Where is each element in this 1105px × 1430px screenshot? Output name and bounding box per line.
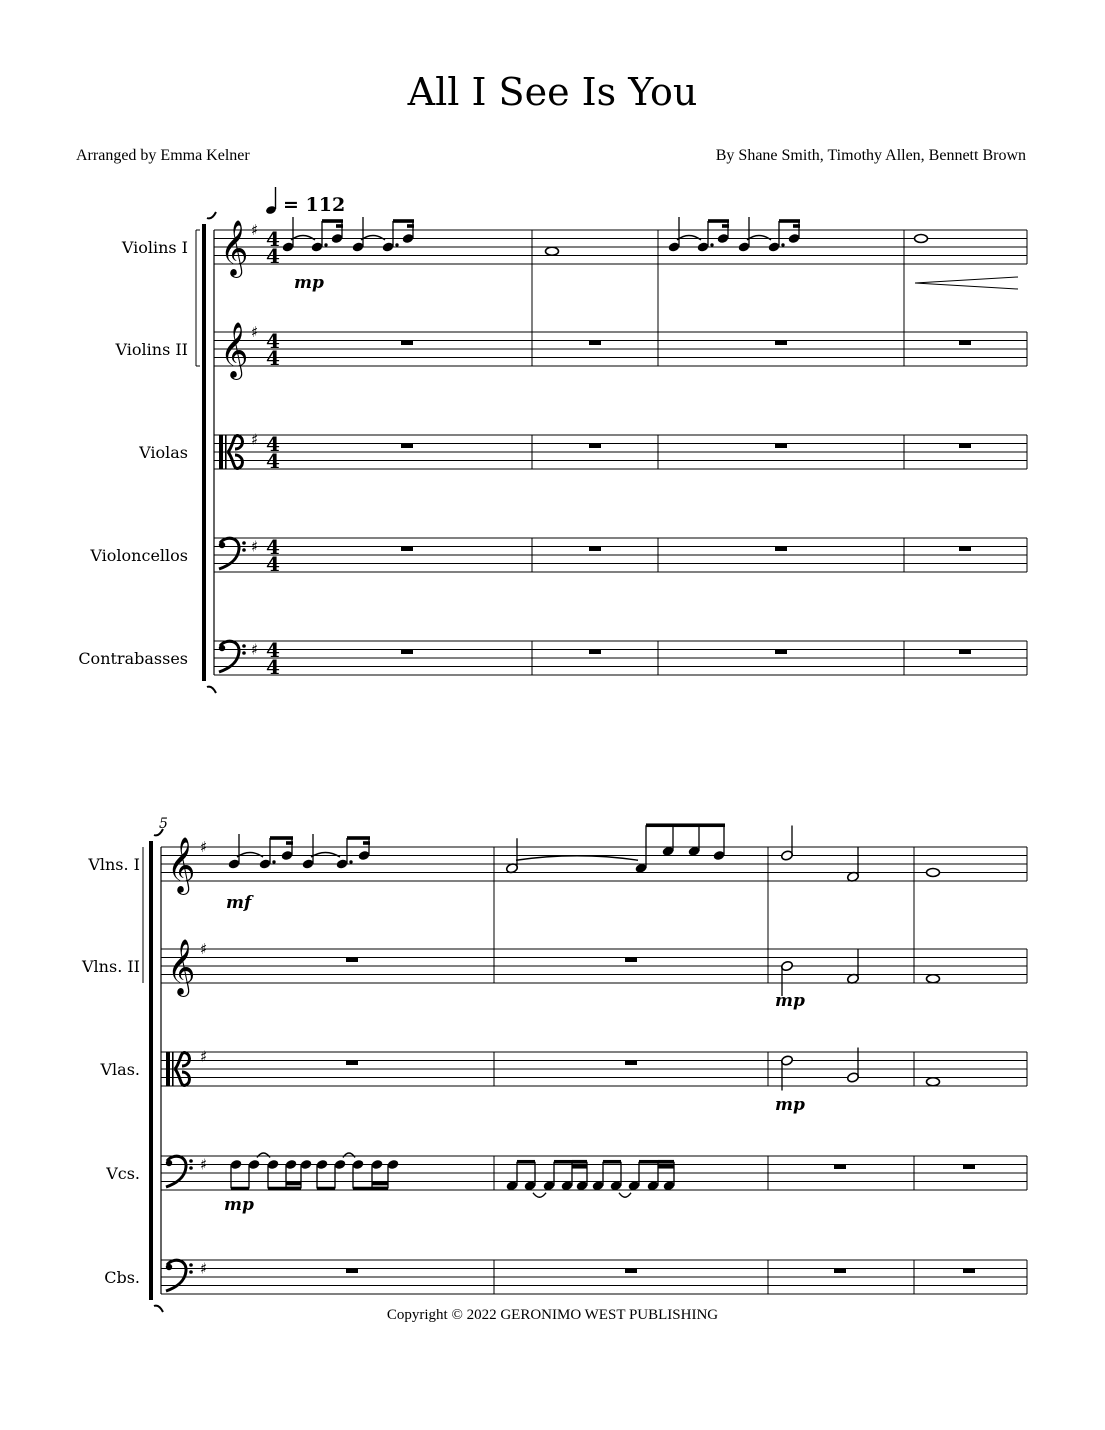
note — [382, 221, 399, 253]
score-title: All I See Is You — [407, 70, 698, 114]
note — [668, 217, 681, 253]
key-sharp-icon: ♯ — [200, 1155, 208, 1174]
note — [768, 221, 785, 253]
beam — [646, 823, 725, 827]
tie — [311, 853, 340, 858]
beam — [363, 841, 370, 845]
whole-rest-icon — [346, 958, 358, 963]
tie — [533, 1193, 546, 1198]
beam — [517, 1160, 535, 1164]
copyright-notice: Copyright © 2022 GERONIMO WEST PUBLISHING — [386, 1307, 719, 1323]
whole-rest-icon — [775, 547, 787, 552]
key-sharp-icon: ♯ — [200, 940, 208, 958]
tie — [361, 236, 385, 241]
note — [738, 217, 751, 253]
treble-clef-icon: 𝄞 — [220, 322, 249, 378]
note — [302, 834, 315, 870]
note — [543, 1162, 556, 1192]
treble-clef-icon: 𝄞 — [167, 837, 196, 893]
treble-clef-icon: 𝄞 — [167, 939, 196, 995]
tie — [343, 1153, 355, 1158]
whole-rest-icon — [346, 1269, 358, 1274]
tempo-text: = 112 — [283, 194, 346, 216]
time-signature-denominator: 4 — [266, 346, 280, 370]
beam — [779, 219, 800, 223]
instrument-name: Violas — [139, 443, 188, 462]
key-sharp-icon: ♯ — [200, 838, 208, 856]
whole-rest-icon — [589, 341, 601, 346]
whole-rest-icon — [589, 547, 601, 552]
note — [316, 1159, 329, 1189]
bass-clef-icon — [166, 1156, 193, 1187]
time-signature-numerator: 4 — [266, 227, 280, 251]
note — [561, 1162, 574, 1192]
note — [300, 1159, 313, 1189]
key-sharp-icon: ♯ — [200, 1047, 208, 1066]
whole-rest-icon — [589, 650, 601, 655]
time-signature-numerator: 4 — [266, 535, 280, 559]
note — [713, 825, 726, 861]
whole-rest-icon — [775, 341, 787, 346]
beam — [793, 224, 800, 228]
note — [781, 826, 794, 862]
quarter-note-icon — [265, 187, 277, 215]
beam — [603, 1160, 621, 1164]
dynamic-marking: mp — [775, 1095, 805, 1115]
key-sharp-icon: ♯ — [251, 537, 259, 556]
beam — [722, 224, 729, 228]
note — [259, 838, 276, 870]
note — [610, 1162, 623, 1192]
beam — [322, 219, 343, 223]
whole-note — [927, 975, 940, 983]
dynamic-marking: mp — [224, 1195, 254, 1215]
whole-note — [546, 247, 559, 255]
treble-clef-icon: 𝄞 — [220, 220, 249, 276]
note — [628, 1162, 641, 1192]
whole-rest-icon — [959, 341, 971, 346]
note — [230, 1159, 243, 1189]
instrument-name: Violins II — [115, 340, 188, 359]
time-signature-denominator: 4 — [266, 244, 280, 268]
time-signature-denominator: 4 — [266, 449, 280, 473]
whole-rest-icon — [589, 444, 601, 449]
whole-rest-icon — [959, 650, 971, 655]
arranger-credit: Arranged by Emma Kelner — [76, 147, 250, 164]
bracket-bottom — [207, 687, 216, 693]
instrument-name: Vcs. — [106, 1164, 140, 1183]
tie — [747, 236, 771, 241]
beam — [708, 219, 729, 223]
beam — [372, 1187, 388, 1191]
bass-clef-icon — [219, 538, 246, 569]
instrument-name: Vlns. I — [88, 855, 140, 874]
whole-rest-icon — [401, 547, 413, 552]
note — [267, 1159, 280, 1189]
tie — [619, 1193, 631, 1198]
dynamic-marking: mf — [226, 893, 252, 913]
whole-rest-icon — [401, 444, 413, 449]
crescendo-hairpin — [915, 277, 1018, 289]
beam — [317, 1187, 335, 1191]
instrument-name: Violoncellos — [90, 546, 188, 565]
measure-number: 5 — [159, 816, 168, 832]
note — [387, 1159, 400, 1189]
note — [847, 847, 860, 883]
system-1 — [78, 212, 1027, 693]
key-sharp-icon: ♯ — [200, 1259, 208, 1278]
key-sharp-icon: ♯ — [251, 640, 259, 659]
beam — [658, 1160, 674, 1164]
whole-rest-icon — [625, 1061, 637, 1066]
instrument-name: Violins I — [121, 238, 188, 257]
time-signature-denominator: 4 — [266, 655, 280, 679]
tie — [516, 856, 638, 861]
beam — [372, 1182, 388, 1186]
key-sharp-icon: ♯ — [251, 221, 259, 239]
whole-rest-icon — [959, 444, 971, 449]
whole-rest-icon — [963, 1165, 975, 1170]
whole-rest-icon — [625, 1269, 637, 1274]
whole-rest-icon — [775, 444, 787, 449]
note — [336, 838, 353, 870]
tie — [291, 236, 315, 241]
note — [847, 949, 860, 985]
dynamic-marking: mp — [775, 991, 805, 1011]
bass-clef-icon — [166, 1260, 193, 1291]
whole-rest-icon — [963, 1269, 975, 1274]
key-sharp-icon: ♯ — [251, 323, 259, 341]
tie — [257, 1153, 270, 1158]
whole-rest-icon — [401, 650, 413, 655]
bracket-top — [207, 212, 216, 218]
whole-rest-icon — [834, 1269, 846, 1274]
note — [506, 838, 519, 874]
note — [352, 1159, 365, 1189]
beam — [270, 836, 293, 840]
note — [647, 1162, 660, 1192]
note — [635, 825, 648, 874]
note — [688, 825, 701, 857]
instrument-name: Contrabasses — [78, 649, 188, 668]
key-sharp-icon: ♯ — [251, 430, 259, 449]
note — [311, 221, 328, 253]
note — [506, 1162, 519, 1192]
note — [352, 217, 365, 253]
whole-note — [927, 869, 940, 877]
tempo-marking — [265, 187, 345, 216]
note — [592, 1162, 605, 1192]
beam — [286, 1182, 301, 1186]
note — [228, 834, 241, 870]
instrument-name: Vlns. II — [82, 957, 140, 976]
whole-rest-icon — [625, 958, 637, 963]
beam — [286, 1187, 301, 1191]
dynamic-marking: mp — [294, 273, 324, 293]
bass-clef-icon — [219, 641, 246, 672]
beam — [347, 836, 370, 840]
beam — [572, 1160, 587, 1164]
bracket — [202, 224, 206, 681]
note — [282, 217, 295, 253]
beam — [231, 1187, 249, 1191]
time-signature-numerator: 4 — [266, 432, 280, 456]
system-2 — [81, 816, 1027, 1312]
time-signature-numerator: 4 — [266, 638, 280, 662]
beam — [393, 219, 414, 223]
note — [524, 1162, 537, 1192]
whole-rest-icon — [401, 341, 413, 346]
beam — [286, 841, 293, 845]
time-signature-numerator: 4 — [266, 329, 280, 353]
beam — [407, 224, 414, 228]
tie — [237, 853, 263, 858]
tie — [677, 236, 701, 241]
whole-rest-icon — [346, 1061, 358, 1066]
note — [781, 1055, 794, 1091]
bracket — [149, 841, 153, 1300]
whole-note — [927, 1078, 940, 1086]
instrument-name: Cbs. — [104, 1268, 140, 1287]
beam — [658, 1165, 674, 1169]
beam — [572, 1165, 587, 1169]
note — [248, 1159, 261, 1189]
note — [697, 221, 714, 253]
note — [662, 825, 675, 857]
beam — [336, 224, 343, 228]
note — [847, 1048, 860, 1084]
time-signature-denominator: 4 — [266, 552, 280, 576]
whole-rest-icon — [834, 1165, 846, 1170]
whole-rest-icon — [959, 547, 971, 552]
instrument-name: Vlas. — [100, 1060, 140, 1079]
whole-note — [915, 235, 928, 243]
note — [334, 1159, 347, 1189]
whole-rest-icon — [775, 650, 787, 655]
composer-credit: By Shane Smith, Timothy Allen, Bennett Brown — [715, 147, 1026, 164]
